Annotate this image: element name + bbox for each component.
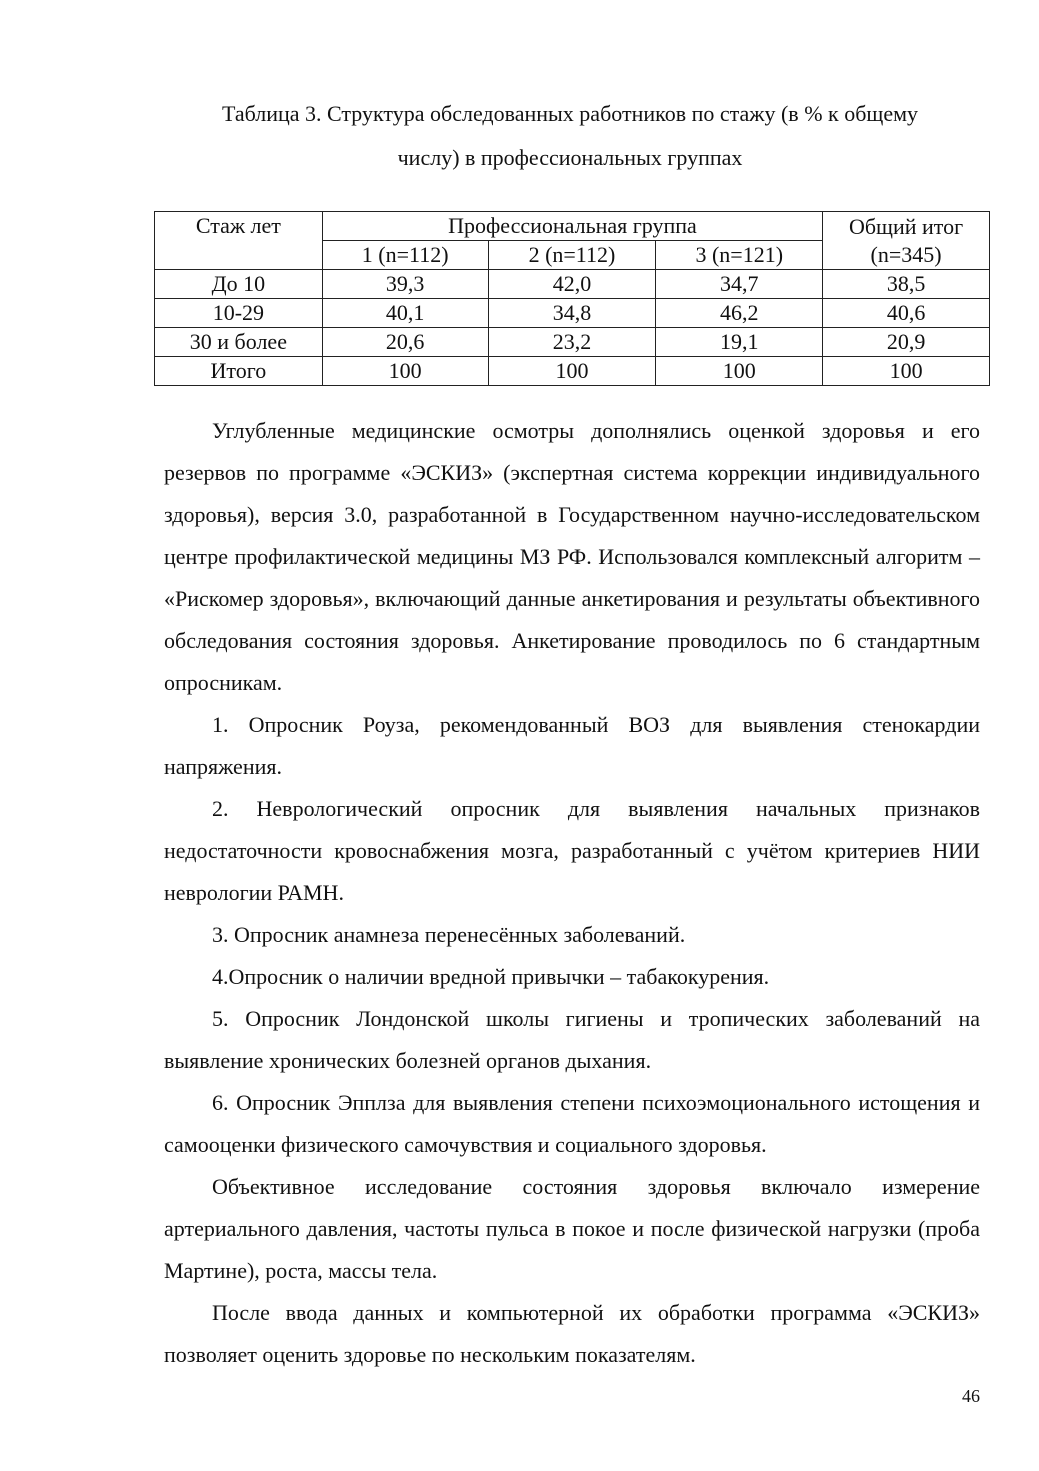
table-caption: [150, 92, 990, 180]
header-total-line-2: (n=345): [870, 241, 942, 267]
list-item-2: 2. Неврологический опросник для выявления начальных признаков недостаточности кровоснабжения мозга, разработанный с учётом критериев НИИ неврологии РАМН.: [164, 796, 980, 905]
body-text: [164, 410, 980, 1376]
header-prof-group: Профессиональная группа: [322, 212, 822, 241]
table-header-row: [155, 212, 990, 241]
header-stazh: Стаж лет: [155, 212, 323, 270]
table-cell: 20,6: [322, 328, 488, 357]
paragraph-conclusion: После ввода данных и компьютерной их обработки программа «ЭСКИЗ» позволяет оценить здоровье по нескольким показателям.: [164, 1300, 980, 1367]
table-cell: 34,8: [488, 299, 656, 328]
table-cell: 40,6: [823, 299, 990, 328]
table-cell: 19,1: [656, 328, 823, 357]
paragraph-intro: Углубленные медицинские осмотры дополнялись оценкой здоровья и его резервов по программе «ЭСКИЗ» (экспертная система коррекции индивидуального здоровья), версия 3.0, разработанной в Государственном научно-исследовательском центре профилактической медицины МЗ РФ. Использовался комплексный алгоритм – «Рискомер здоровья», включающий данные анкетирования и результаты объективного обследования состояния здоровья. Анкетирование проводилось по 6 стандартным опросникам.: [164, 418, 980, 695]
table-cell: 100: [488, 357, 656, 386]
list-item-5: 5. Опросник Лондонской школы гигиены и тропических заболеваний на выявление хронических болезней органов дыхания.: [164, 1006, 980, 1073]
header-total: [823, 212, 990, 270]
table-row: [155, 328, 990, 357]
caption-line-1: Таблица 3. Структура обследованных работников по стажу (в % к общему: [221, 101, 919, 126]
subheader-group-3: 3 (n=121): [656, 241, 823, 270]
list-item-4: 4.Опросник о наличии вредной привычки – табакокурения.: [212, 964, 770, 989]
table-cell: 46,2: [656, 299, 823, 328]
table-cell: 23,2: [488, 328, 656, 357]
paragraph-objective: Объективное исследование состояния здоровья включало измерение артериального давления, частоты пульса в покое и после физической нагрузки (проба Мартине), роста, массы тела.: [164, 1174, 980, 1283]
page-number: 46: [962, 1386, 980, 1406]
row-label: До 10: [155, 270, 323, 299]
table-cell: 42,0: [488, 270, 656, 299]
experience-table: [154, 211, 990, 386]
table-cell: 34,7: [656, 270, 823, 299]
table-cell: 20,9: [823, 328, 990, 357]
table-cell: 100: [656, 357, 823, 386]
row-label: 10-29: [155, 299, 323, 328]
table-cell: 39,3: [322, 270, 488, 299]
list-item-1: 1. Опросник Роуза, рекомендованный ВОЗ для выявления стенокардии напряжения.: [164, 712, 980, 779]
row-label: 30 и более: [155, 328, 323, 357]
subheader-group-2: 2 (n=112): [488, 241, 656, 270]
table-cell: 38,5: [823, 270, 990, 299]
table-cell: 100: [823, 357, 990, 386]
caption-line-2: числу) в профессиональных группах: [397, 145, 743, 170]
table-row-total: [155, 357, 990, 386]
table-row: [155, 270, 990, 299]
list-item-3: 3. Опросник анамнеза перенесённых заболеваний.: [212, 922, 686, 947]
table-cell: 100: [322, 357, 488, 386]
table-row: [155, 299, 990, 328]
subheader-group-1: 1 (n=112): [322, 241, 488, 270]
table-cell: 40,1: [322, 299, 488, 328]
list-item-6: 6. Опросник Эпплза для выявления степени психоэмоционального истощения и самооценки физического самочувствия и социального здоровья.: [164, 1090, 980, 1157]
header-total-line-1: Общий итог: [848, 213, 964, 239]
row-label: Итого: [155, 357, 323, 386]
